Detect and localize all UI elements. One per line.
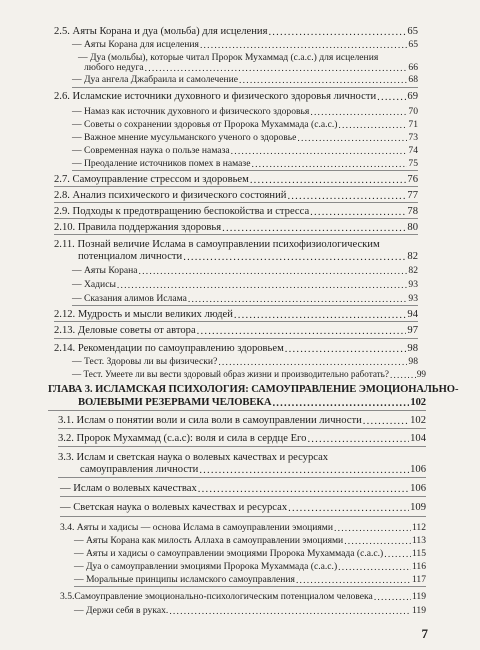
toc-subentry: — Держи себя в руках. ..... 119 xyxy=(74,605,426,616)
toc-subentry: — Преодаление источников помех в намазе ..... 75 xyxy=(72,158,418,169)
toc-entry-2-8: 2.8. Анализ психического и физического состояний ..... 77 xyxy=(54,190,418,201)
toc-subentry: — Важное мнение мусульманского ученого о здоровье ..... 73 xyxy=(72,132,418,143)
toc-subentry: — Тест. Здоровы ли вы физически? ..... 98 xyxy=(72,356,418,367)
chapter-3-heading: ГЛАВА 3. ИСЛАМСКАЯ ПСИХОЛОГИЯ: САМОУПРАВЛЕНИЕ ЭМОЦИОНАЛЬНО- xyxy=(48,384,459,395)
toc-entry-3-1: 3.1. Ислам о понятии воли и сила воли в самоуправлении личности ..... 102 xyxy=(58,415,426,426)
toc-subentry: — Тест. Умеете ли вы вести здоровый образ жизни и производительно работать? ..... 99 xyxy=(72,369,426,380)
toc-subentry: — Аяты Корана для исцеления ..... 65 xyxy=(72,39,418,50)
toc-entry-2-5: 2.5. Аяты Корана и дуа (мольба) для исцеления ..... 65 xyxy=(54,26,418,37)
toc-subentry: — Сказания алимов Ислама ..... 93 xyxy=(72,293,418,304)
toc-entry-2-9: 2.9. Подходы к предотвращению беспокойства и стресса ..... 78 xyxy=(54,206,418,217)
toc-subentry-continuation: любого недуга ..... 66 xyxy=(84,62,418,73)
toc-subentry: — Аяты Корана ..... 82 xyxy=(72,265,418,276)
toc-subentry: — Аяты Корана как милость Аллаха в самоуправлении эмоциями ..... 113 xyxy=(74,535,426,546)
toc-entry-3-3: 3.3. Ислам и светская наука о волевых качествах и ресурсах xyxy=(58,452,329,463)
toc-subentry: — Хадисы ..... 93 xyxy=(72,279,418,290)
toc-subentry: — Светская наука о волевых качествах и ресурсах ..... 109 xyxy=(60,502,426,513)
toc-entry-2-11: 2.11. Познай величие Ислама в самоуправлении психофизиологическим xyxy=(54,239,380,250)
toc-subentry: — Советы о сохранении здоровья от Пророка Мухаммада (с.а.с.) ..... 71 xyxy=(72,119,418,130)
toc-subentry: — Дуа ангела Джабраила и самолечение ..... 68 xyxy=(72,74,418,85)
toc-entry-2-10: 2.10. Правила поддержания здоровья ..... 80 xyxy=(54,222,418,233)
toc-entry-continuation: самоуправления личности ..... 106 xyxy=(80,464,426,475)
toc-subentry: — Современная наука о пользе намаза ..... 74 xyxy=(72,145,418,156)
chapter-3-heading-continuation: ВОЛЕВЫМИ РЕЗЕРВАМИ ЧЕЛОВЕКА ..... 102 xyxy=(78,397,426,408)
toc-subentry: — Моральные принципы исламского самоуправления ..... 117 xyxy=(74,574,426,585)
toc-entry-3-4: 3.4. Аяты и хадисы — основа Ислама в самоуправлении эмоциями ..... 112 xyxy=(60,522,426,533)
toc-entry-2-12: 2.12. Мудрость и мысли великих людей ..... 94 xyxy=(54,309,418,320)
toc-entry-2-7: 2.7. Самоуправление стрессом и здоровьем ..... 76 xyxy=(54,174,418,185)
toc-entry-continuation: потенциалом личности ..... 82 xyxy=(78,251,418,262)
toc-entry-2-6: 2.6. Исламские источники духовного и физического здоровья личности ..... 69 xyxy=(54,91,418,102)
toc-subentry: — Намаз как источник духовного и физического здоровья ..... 70 xyxy=(72,106,418,117)
toc-entry-2-13: 2.13. Деловые советы от автора ..... 97 xyxy=(54,325,418,336)
toc-entry-3-5: 3.5.Самоуправление эмоционально-психологическим потенциалом человека ..... 119 xyxy=(60,591,426,602)
toc-subentry: — Дуа о самоуправлении эмоциями Пророка Мухаммада (с.а.с.) ..... 116 xyxy=(74,561,426,572)
toc-entry-3-2: 3.2. Пророк Мухаммад (с.а.с): воля и сила в сердце Его ..... 104 xyxy=(58,433,426,444)
toc-subentry: — Аяты и хадисы о самоуправлении эмоциями Пророка Мухаммада (с.а.с.) ..... 115 xyxy=(74,548,426,559)
toc-entry-2-14: 2.14. Рекомендации по самоуправлению здоровьем ..... 98 xyxy=(54,343,418,354)
toc-subentry: — Дуа (мольбы), которые читал Пророк Мухаммад (с.а.с.) для исцеления xyxy=(78,52,379,63)
page-number: 7 xyxy=(421,626,428,641)
toc-subentry: — Ислам о волевых качествах ..... 106 xyxy=(60,483,426,494)
